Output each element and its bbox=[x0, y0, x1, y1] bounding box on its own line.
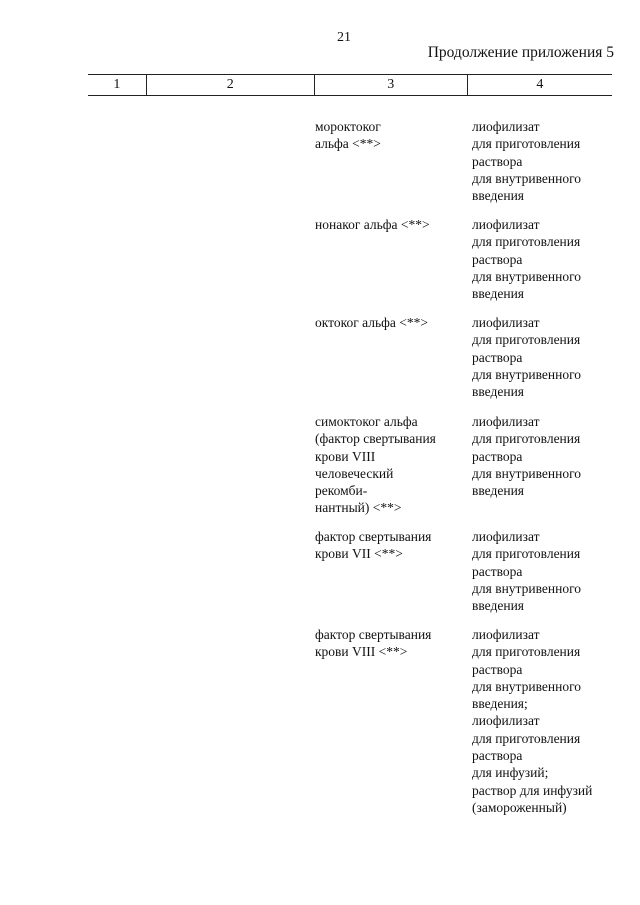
drug-name: октоког альфа <**> bbox=[315, 315, 428, 330]
header-col-2: 2 bbox=[146, 75, 314, 95]
dosage-form: лиофилизат для приготовления раствора для внутривенного введения bbox=[472, 119, 582, 204]
drug-name: симоктоког альфа (фактор свертывания крови VIII человеческий рекомби- нантный) <**> bbox=[315, 414, 436, 516]
continuation-title: Продолжение приложения 5 bbox=[427, 44, 614, 61]
header-col-4: 4 bbox=[467, 75, 612, 95]
dosage-form: лиофилизат для приготовления раствора для внутривенного введения bbox=[472, 529, 582, 614]
drug-name: нонаког альфа <**> bbox=[315, 217, 430, 232]
dosage-form: лиофилизат для приготовления раствора для внутривенного введения bbox=[472, 315, 582, 400]
drug-name: мороктоког альфа <**> bbox=[315, 119, 381, 152]
drug-name: фактор свертывания крови VII <**> bbox=[315, 529, 432, 562]
dosage-form: лиофилизат для приготовления раствора для внутривенного введения bbox=[472, 217, 582, 302]
page-number: 21 bbox=[337, 30, 351, 45]
drug-name: фактор свертывания крови VIII <**> bbox=[315, 627, 432, 660]
header-col-1: 1 bbox=[113, 77, 121, 92]
dosage-form: лиофилизат для приготовления раствора для внутривенного введения; лиофилизат для приготовления раствора для инфузий; раствор для инфузий (замороженный) bbox=[472, 627, 593, 815]
header-col-3: 3 bbox=[314, 75, 467, 95]
dosage-form: лиофилизат для приготовления раствора для внутривенного введения bbox=[472, 414, 582, 499]
